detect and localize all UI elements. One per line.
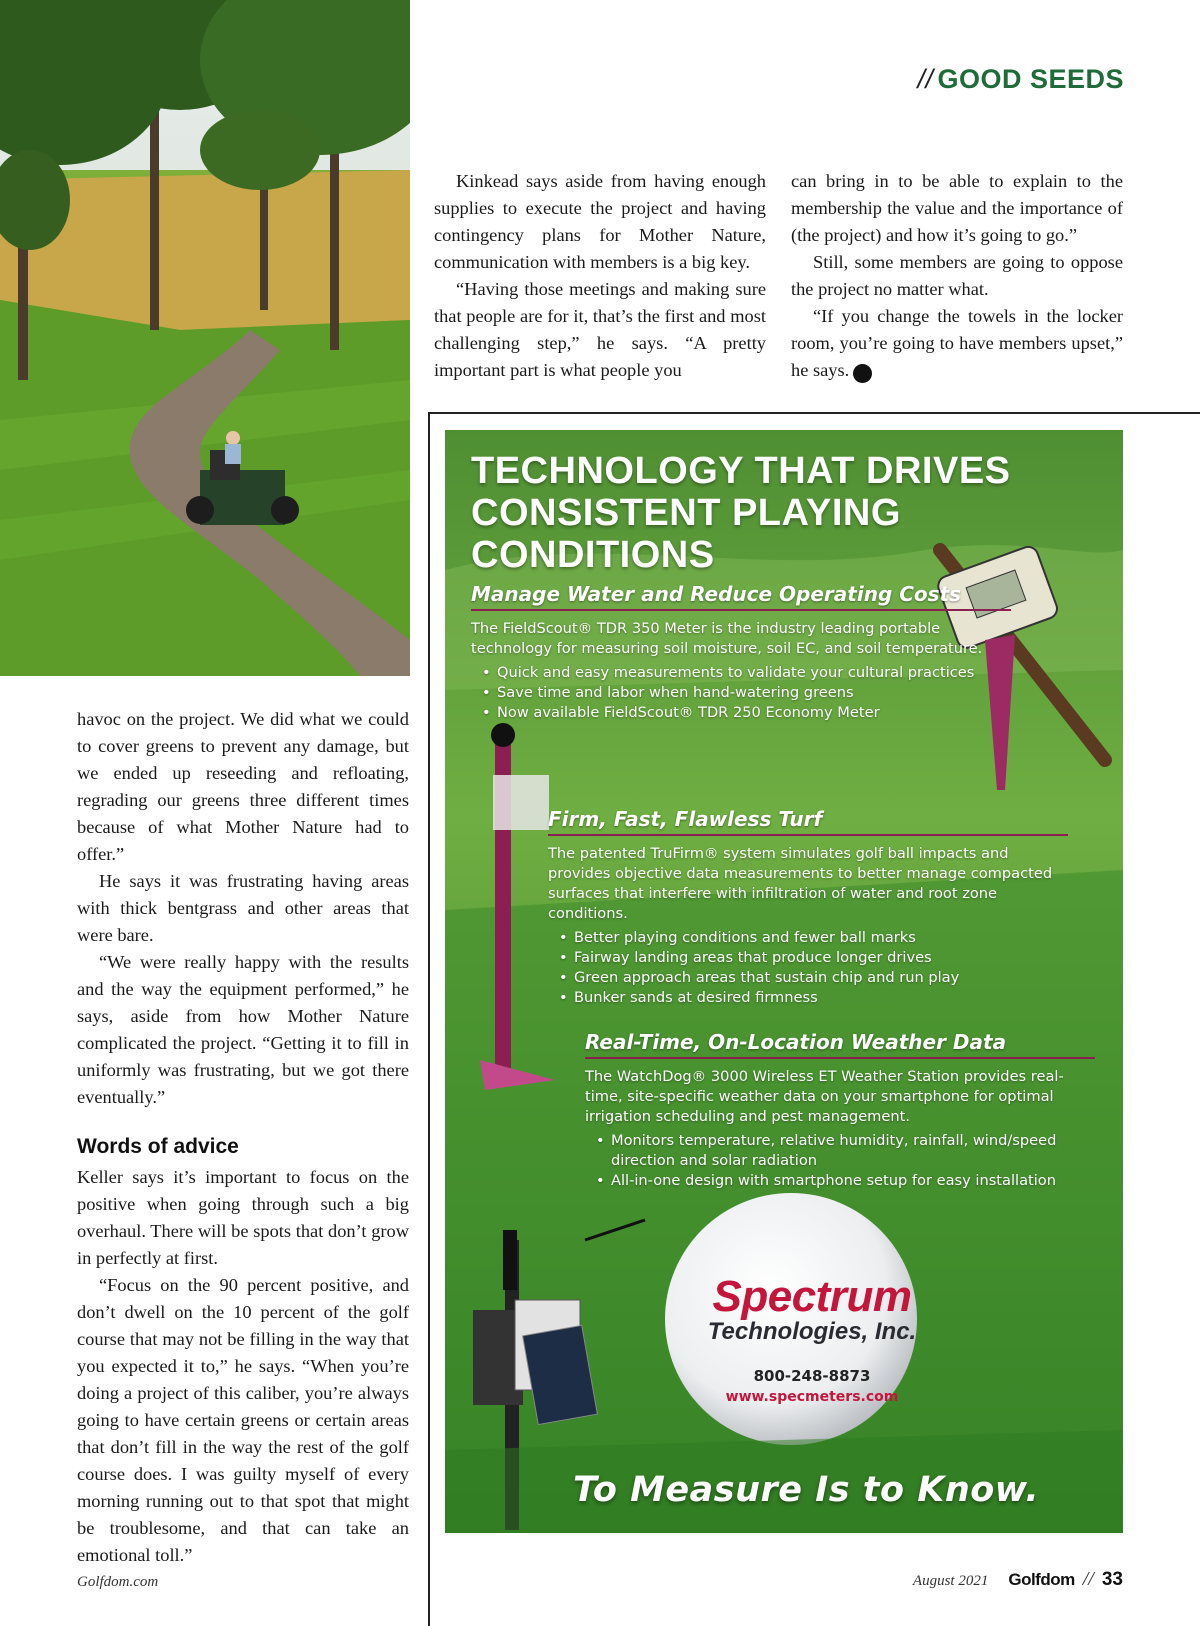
brand-url[interactable]: www.specmeters.com [725,1389,899,1405]
ad-bullet: • Fairway landing areas that produce longer drives [574,948,1068,968]
paragraph: Still, some members are going to oppose the project no matter what. [791,252,1123,299]
section-title: GOOD SEEDS [937,64,1124,94]
ad-headline [471,450,1111,576]
ad-bullet-list [471,663,1011,723]
section-tag [917,64,1124,95]
paragraph: He says it was frustrating having areas with thick bentgrass and other areas that were bare. [77,871,409,945]
ad-bullet: • Better playing conditions and fewer ball marks [574,928,1068,948]
paragraph [791,303,1123,384]
footer-date: August 2021 [912,1573,989,1589]
ad-bullet: • Quick and easy measurements to validate your cultural practices [497,663,1011,683]
ad-bullet: • All-in-one design with smartphone setup for easy installation [611,1171,1095,1191]
ad-bullet: • Green approach areas that sustain chip and run play [574,968,1068,988]
golf-course-photo [0,0,410,676]
paragraph: “Focus on the 90 percent positive, and don’t dwell on the 10 percent of the golf course that may not be filling in the way that you expected it to,” he says. “When you’re doing a project of this caliber, you’re always going to have certain greens or certain areas that don’t fill in the way the rest of the golf course does. I was guilty myself of every morning running out to that spot that might be troublesome, and that can take an emotional toll.” [77,1275,409,1565]
advertisement [445,430,1123,1533]
footer-magazine: Golfdom [1008,1570,1075,1589]
article-column-b [791,168,1123,384]
title-underline [471,609,1011,611]
subhead: Words of advice [77,1135,239,1158]
ad-frame-top-rule [428,412,1200,414]
ad-section-title-text: Manage Water and Reduce Operating Costs [471,582,962,606]
brand-subtitle: Technologies, Inc. [707,1318,917,1345]
paragraph: Kinkead says aside from having enough supplies to execute the project and having contingency plans for Mother Nature, communication with members is a big key. [434,171,766,272]
footer-site: Golfdom.com [77,1574,159,1590]
ad-section-water [471,582,1011,723]
ad-bullet-list [585,1131,1095,1191]
ad-section-body: The patented TruFirm® system simulates golf ball impacts and provides objective data measurements to better manage compacted surfaces that interfere with infiltration of water and root zone conditions. [548,845,1053,922]
page-number: 33 [1101,1569,1123,1590]
spectrum-logo [695,1272,929,1405]
ad-section-title [471,582,1011,611]
ad-bullet-list [548,928,1068,1008]
ad-section-title-text: Real-Time, On-Location Weather Data [585,1030,1007,1054]
paragraph: can bring in to be able to explain to the membership the value and the importance of (the project) and how it’s going to go.” [791,171,1123,245]
ad-bullet: • Monitors temperature, relative humidity, rainfall, wind/speed direction and solar radiation [611,1131,1095,1171]
footer-slashes: // [1082,1568,1094,1590]
ad-bullet: • Now available FieldScout® TDR 250 Economy Meter [497,703,1011,723]
section-slashes: // [917,64,934,94]
article-column-a [434,168,766,384]
ad-section-title-text: Firm, Fast, Flawless Turf [548,807,823,831]
ad-bullet: • Bunker sands at desired firmness [574,988,1068,1008]
ad-tagline: To Measure Is to Know. [573,1470,1040,1510]
title-underline [548,834,1068,836]
ad-headline-line: CONSISTENT PLAYING CONDITIONS [471,492,901,576]
ad-section-turf [548,807,1068,1008]
paragraph: havoc on the project. We did what we could to cover greens to prevent any damage, but we ended up reseeding and refloating, regrading our greens three different times because of what Mother Nature had to offer.” [77,709,409,864]
footer-folio [913,1568,1123,1591]
brand-name: Spectrum [712,1272,912,1321]
article-column-left [77,706,409,1569]
paragraph-text: “If you change the towels in the locker room, you’re going to have members upset,” he says. [791,306,1123,380]
ad-section-title [585,1030,1095,1059]
article-photo [0,0,410,676]
ad-section-title [548,807,1068,836]
paragraph: Keller says it’s important to focus on the positive when going through such a big overhaul. There will be spots that don’t grow in perfectly at first. [77,1167,409,1268]
ad-bullet: • Save time and labor when hand-watering greens [497,683,1011,703]
brand-phone: 800-248-8873 [753,1367,871,1385]
ad-headline-line: TECHNOLOGY THAT DRIVES [471,450,1011,492]
paragraph: “Having those meetings and making sure that people are for it, that’s the first and most challenging step,” he says. “A pretty important part is what people you [434,279,766,380]
ad-section-body: The WatchDog® 3000 Wireless ET Weather Station provides real-time, site-specific weather data on your smartphone for optimal irrigation scheduling and pest management. [585,1068,1064,1125]
ad-frame-left-rule [428,412,430,1626]
ad-section-weather [585,1030,1095,1191]
title-underline [585,1057,1095,1059]
paragraph: “We were really happy with the results and the way the equipment performed,” he says, aside from how Mother Nature complicated the project. “Getting it to fill in uniformly was frustrating, but we got there eventually.” [77,952,409,1107]
ad-section-body: The FieldScout® TDR 350 Meter is the industry leading portable technology for measuring soil moisture, soil EC, and soil temperature. [471,620,983,657]
end-mark-icon: G [853,364,872,383]
